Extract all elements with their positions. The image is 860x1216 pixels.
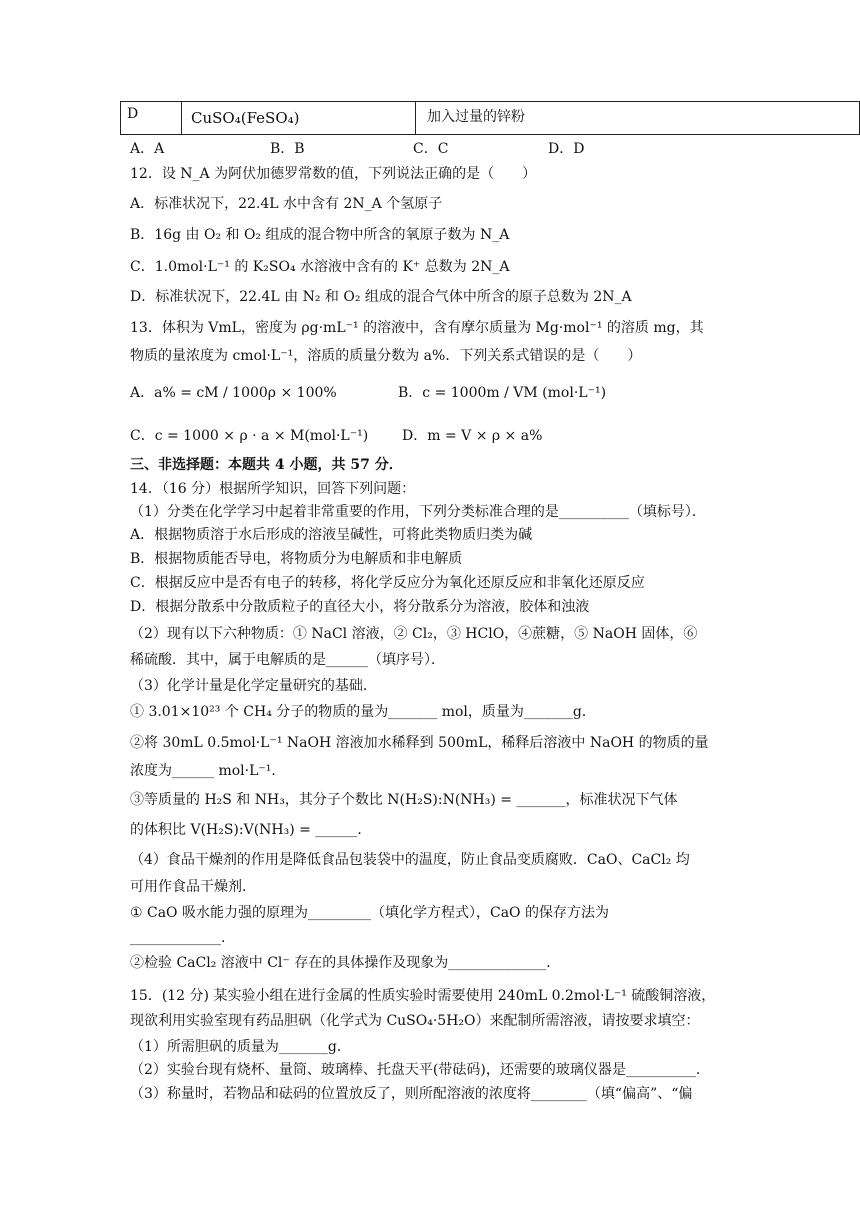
option-b: B．B: [270, 141, 305, 157]
q14-part1-option-a: A．根据物质溶于水后形成的溶液呈碱性，可将此类物质归类为碱: [130, 527, 533, 543]
q14-part3: （3）化学计量是化学定量研究的基础．: [130, 678, 377, 694]
table-cell-label: [121, 102, 182, 134]
q15-part3: （3）称量时，若物品和砝码的位置放反了，则所配溶液的浓度将________（填“偏高”、“偏: [130, 1086, 693, 1102]
q14-part4-line2: 可用作食品干燥剂．: [130, 879, 256, 895]
q14-part2-line2: 稀硫酸．其中，属于电解质的是______（填序号）．: [130, 652, 445, 668]
option-c: C．C: [413, 141, 449, 157]
q15-part2: （2）实验台现有烧杯、量筒、玻璃棒、托盘天平(带砝码)，还需要的玻璃仪器是__________．: [130, 1062, 710, 1078]
q13-option-c: C．c = 1000 × ρ · a × M(mol·L⁻¹): [130, 428, 369, 444]
q14-part2-line1: （2）现有以下六种物质：① NaCl 溶液，② Cl₂，③ HClO，④蔗糖，⑤ NaOH 固体，⑥: [130, 626, 698, 642]
q14-stem: 14．（16 分）根据所学知识，回答下列问题：: [130, 481, 416, 497]
q12-option-c: C．1.0mol·L⁻¹ 的 K₂SO₄ 水溶液中含有的 K⁺ 总数为 2N_A: [130, 259, 510, 275]
q12-option-a: A．标准状况下，22.4L 水中含有 2N_A 个氢原子: [130, 196, 443, 212]
q14-part4-item1-line2: _____________．: [130, 930, 235, 946]
q14-part3-item2-line2: 浓度为______ mol·L⁻¹．: [130, 763, 286, 779]
q15-stem-line1: 15．(12 分) 某实验小组在进行金属的性质实验时需要使用 240mL 0.2mol·L⁻¹ 硫酸铜溶液，: [130, 988, 716, 1004]
option-table-row: [120, 101, 860, 135]
q14-part4-item1-line1: ① CaO 吸水能力强的原理为_________（填化学方程式），CaO 的保存方法为: [130, 905, 609, 921]
table-cell-substance: [181, 102, 416, 134]
q14-part1-option-d: D．根据分散系中分散质粒子的直径大小，将分散系分为溶液，胶体和浊液: [130, 599, 590, 615]
q14-part1: （1）分类在化学学习中起着非常重要的作用，下列分类标准合理的是__________（填标号）．: [130, 504, 706, 520]
q12-option-d: D．标准状况下，22.4L 由 N₂ 和 O₂ 组成的混合气体中所含的原子总数为 2N_A: [130, 289, 632, 305]
q13-stem-line1: 13．体积为 VmL，密度为 ρg·mL⁻¹ 的溶液中，含有摩尔质量为 Mg·mol⁻¹ 的溶质 mg，其: [130, 320, 704, 336]
option-d: D．D: [548, 141, 585, 157]
section-heading: 三、非选择题：本题共 4 小题，共 57 分．: [130, 457, 403, 473]
q13-option-a: A．a% = cM / 1000ρ × 100%: [130, 385, 337, 401]
table-cell-reagent: 加入过量的锌粉: [427, 109, 525, 125]
q14-part3-item3-line1: ③等质量的 H₂S 和 NH₃，其分子个数比 N(H₂S):N(NH₃) = _______，标准状况下气体: [130, 792, 678, 808]
table-cell-text: CuSO₄(FeSO₄): [191, 109, 300, 127]
q14-part1-option-c: C．根据反应中是否有电子的转移，将化学反应分为氧化还原反应和非氧化还原反应: [130, 575, 645, 591]
q14-part4-line1: （4）食品干燥剂的作用是降低食品包装袋中的温度，防止食品变质腐败．CaO、CaCl₂ 均: [130, 852, 690, 868]
table-cell-text: D: [127, 106, 139, 122]
q14-part3-item3-line2: 的体积比 V(H₂S):V(NH₃) = ______．: [130, 822, 372, 838]
q12-stem: 12．设 N_A 为阿伏加德罗常数的值，下列说法正确的是（ ）: [130, 166, 537, 182]
option-a: A．A: [130, 141, 165, 157]
q15-stem-line2: 现欲利用实验室现有药品胆矾（化学式为 CuSO₄·5H₂O）来配制所需溶液，请按要求填空：: [130, 1013, 700, 1029]
q13-stem-line2: 物质的量浓度为 cmol·L⁻¹，溶质的质量分数为 a%．下列关系式错误的是（ ）: [130, 348, 642, 364]
q15-part1: （1）所需胆矾的质量为_______g．: [130, 1039, 351, 1055]
q12-option-b: B．16g 由 O₂ 和 O₂ 组成的混合物中所含的氧原子数为 N_A: [130, 227, 510, 243]
q14-part3-item2-line1: ②将 30mL 0.5mol·L⁻¹ NaOH 溶液加水稀释到 500mL，稀释后溶液中 NaOH 的物质的量: [130, 735, 709, 751]
q13-option-b: B．c = 1000m / VM (mol·L⁻¹): [398, 385, 607, 401]
q14-part4-item2: ②检验 CaCl₂ 溶液中 Cl⁻ 存在的具体操作及现象为______________．: [130, 955, 561, 971]
q14-part3-item1: ① 3.01×10²³ 个 CH₄ 分子的物质的量为_______ mol，质量为_______g．: [130, 704, 596, 720]
q14-part1-option-b: B．根据物质能否导电，将物质分为电解质和非电解质: [130, 551, 463, 567]
q13-option-d: D．m = V × ρ × a%: [402, 428, 543, 444]
